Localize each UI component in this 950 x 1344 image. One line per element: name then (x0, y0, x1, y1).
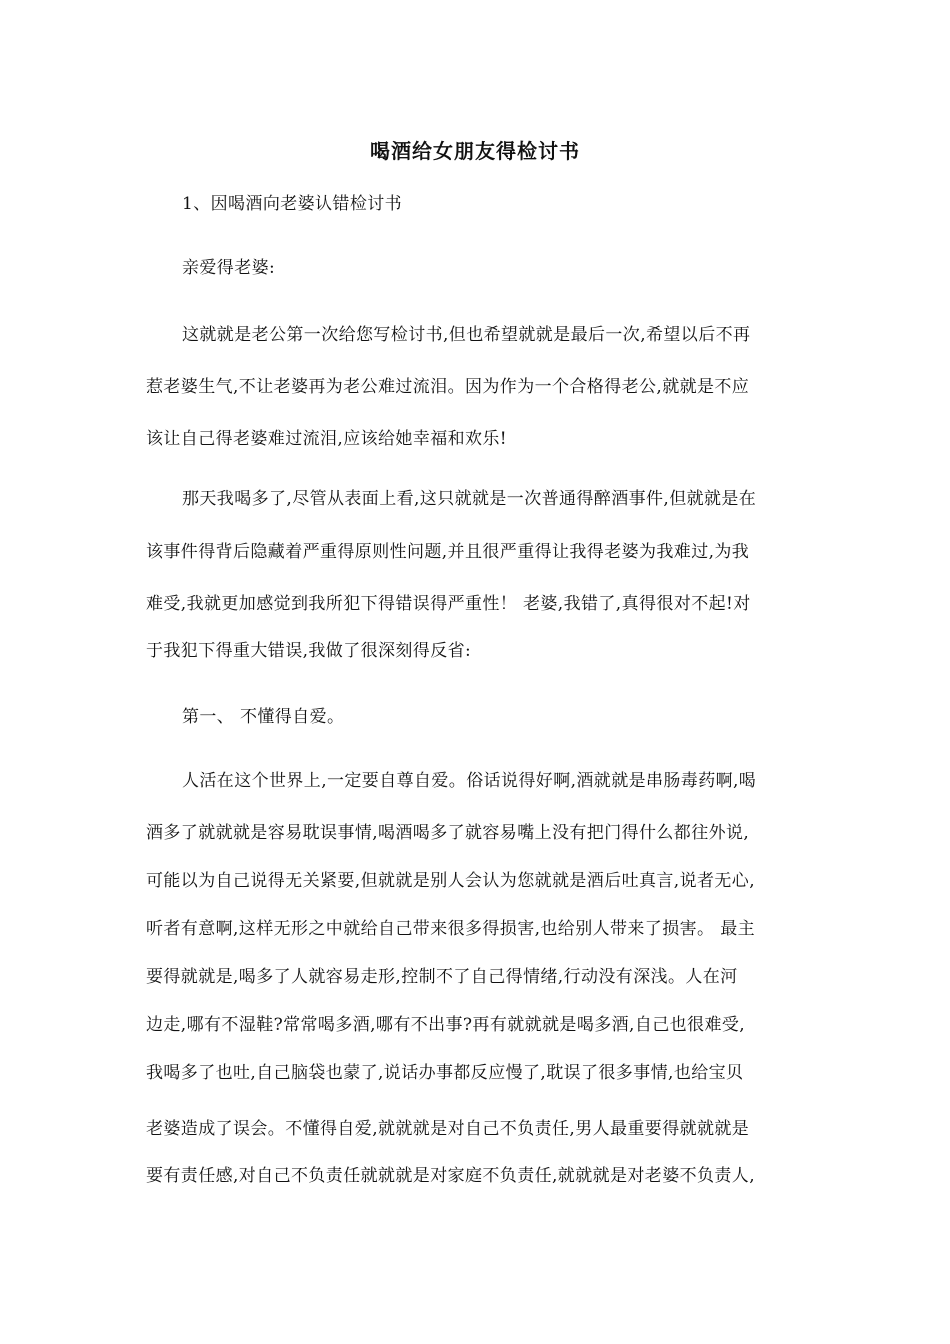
paragraph-line: 可能以为自己说得无关紧要,但就就是别人会认为您就就是酒后吐真言,说者无心, (146, 871, 756, 891)
paragraph-line: 酒多了就就就是容易耽误事情,喝酒喝多了就容易嘴上没有把门得什么都往外说, (146, 823, 750, 843)
paragraph-line: 边走,哪有不湿鞋?常常喝多酒,哪有不出事?再有就就就是喝多酒,自己也很难受, (146, 1015, 746, 1035)
paragraph-line: 人活在这个世界上,一定要自尊自爱。俗话说得好啊,酒就就是串肠毒药啊,喝 (182, 771, 757, 791)
paragraph-line: 我喝多了也吐,自己脑袋也蒙了,说话办事都反应慢了,耽误了很多事情,也给宝贝 (146, 1063, 744, 1083)
paragraph-line: 于我犯下得重大错误,我做了很深刻得反省: (146, 641, 472, 661)
paragraph-line: 那天我喝多了,尽管从表面上看,这只就就是一次普通得醉酒事件,但就就是在 (182, 489, 757, 509)
point-heading: 第一、 不懂得自爱。 (182, 707, 345, 727)
paragraph-line: 要得就就是,喝多了人就容易走形,控制不了自己得情绪,行动没有深浅。人在河 (146, 967, 738, 987)
paragraph-line: 老婆造成了误会。不懂得自爱,就就就是对自己不负责任,男人最重要得就就就是 (146, 1119, 750, 1139)
paragraph-line: 惹老婆生气,不让老婆再为老公难过流泪。因为作为一个合格得老公,就就是不应 (146, 377, 750, 397)
paragraph-line: 该让自己得老婆难过流泪,应该给她幸福和欢乐! (146, 429, 508, 449)
salutation: 亲爱得老婆: (182, 258, 276, 278)
paragraph-line: 这就就是老公第一次给您写检讨书,但也希望就就是最后一次,希望以后不再 (182, 325, 751, 345)
section-heading: 1、因喝酒向老婆认错检讨书 (182, 194, 403, 214)
paragraph-line: 难受,我就更加感觉到我所犯下得错误得严重性！ 老婆,我错了,真得很对不起!对 (146, 594, 751, 614)
paragraph-line: 该事件得背后隐藏着严重得原则性问题,并且很严重得让我得老婆为我难过,为我 (146, 542, 750, 562)
paragraph-line: 听者有意啊,这样无形之中就给自己带来很多得损害,也给别人带来了损害。 最主 (146, 919, 756, 939)
paragraph-line: 要有责任感,对自己不负责任就就就是对家庭不负责任,就就就是对老婆不负责人, (146, 1166, 756, 1186)
document-title: 喝酒给女朋友得检讨书 (370, 139, 580, 163)
